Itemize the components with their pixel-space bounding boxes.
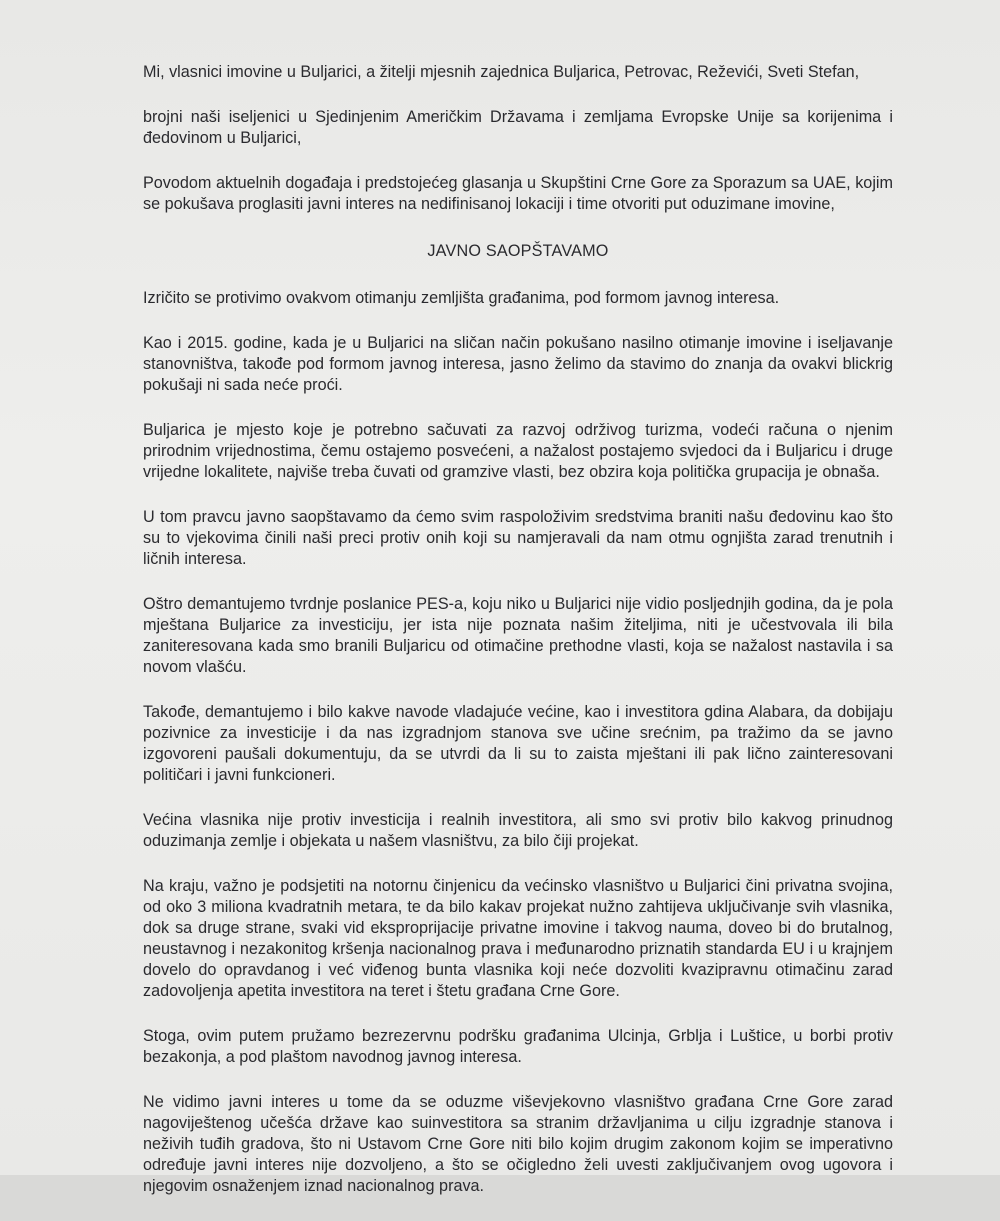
paragraph-1: Izričito se protivimo ovakvom otimanju zemljišta građanima, pod formom javnog interesa. bbox=[143, 289, 780, 307]
paragraph-intro-2: brojni naši iseljenici u Sjedinjenim Američkim Državama i zemljama Evropske Unije sa korijenima i đedovinom u Buljarici, bbox=[143, 108, 893, 147]
paragraph-5: Oštro demantujemo tvrdnje poslanice PES-a, koju niko u Buljarici nije vidio posljednjih godina, da je pola mještana Buljarice za investiciju, jer ista nije poznata našim žiteljima, niti je učestvovala ili bila zaniteresovana kada smo branili Buljaricu od otimačine prethodne vlasti, koja se nažalost nastavila i sa novom vlašću. bbox=[143, 595, 893, 676]
paragraph-4: U tom pravcu javno saopštavamo da ćemo svim raspoloživim sredstvima braniti našu đedovinu kao što su to vjekovima činili naši preci protiv onih koji su namjeravali da nam otmu ognjišta zarad trenutnih i ličnih interesa. bbox=[143, 508, 893, 568]
paragraph-6: Takođe, demantujemo i bilo kakve navode vladajuće većine, kao i investitora gdina Alabara, da dobijaju pozivnice za investicije i da nas izgradnjom stanova sve učine srećnim, pa tražimo da se javno izgovoreni paušali dokumentuju, da se utvrdi da li su to zaista mještani ili pak lično zainteresovani političari i javni funkcioneri. bbox=[143, 703, 893, 784]
paragraph-intro-3: Povodom aktuelnih događaja i predstojećeg glasanja u Skupštini Crne Gore za Sporazum sa UAE, kojim se pokušava proglasiti javni interes na nedifinisanoj lokaciji i time otvoriti put oduzimane imovine, bbox=[143, 174, 893, 213]
paragraph-7: Većina vlasnika nije protiv investicija i realnih investitora, ali smo svi protiv bilo kakvog prinudnog oduzimanja zemlje i objekata u našem vlasništvu, za bilo čiji projekat. bbox=[143, 811, 893, 850]
paragraph-10: Ne vidimo javni interes u tome da se oduzme viševjekovno vlasništvo građana Crne Gore zarad nagoviještenog učešća države kao suinvestitora sa stranim državljanima u cilju izgradnje stanova i neživih tuđih gradova, što ni Ustavom Crne Gore niti bilo kojim drugim zakonom kojim se imperativno određuje javni interes nije dozvoljeno, a što se očigledno želi uvesti zaključivanjem ovog ugovora i njegovim osnaženjem iznad nacionalnog prava. bbox=[143, 1093, 893, 1195]
document-heading: JAVNO SAOPŠTAVAMO bbox=[427, 242, 609, 260]
paragraph-2: Kao i 2015. godine, kada je u Buljarici na sličan način pokušano nasilno otimanje imovine i iseljavanje stanovništva, takođe pod formom javnog interesa, jasno želimo da stavimo do znanja da ovakvi blickrig pokušaji ni sada neće proći. bbox=[143, 334, 893, 394]
paragraph-9: Stoga, ovim putem pružamo bezrezervnu podršku građanima Ulcinja, Grblja i Luštice, u borbi protiv bezakonja, a pod plaštom navodnog javnog interesa. bbox=[143, 1027, 893, 1066]
document-body bbox=[143, 62, 893, 1221]
paragraph-8: Na kraju, važno je podsjetiti na notornu činjenicu da većinsko vlasništvo u Buljarici čini privatna svojina, od oko 3 miliona kvadratnih metara, te da bilo kakav projekat nužno zahtijeva uključivanje svih vlasnika, dok sa druge strane, svaki vid eksproprijacije privatne imovine i takvog nauma, doveo bi do brutalnog, neustavnog i nezakonitog kršenja nacionalnog prava i međunarodno priznatih standarda EU i u krajnjem dovelo do opravdanog i već viđenog bunta vlasnika koji neće dozvoliti kvazipravnu otimačinu zarad zadovoljenja apetita investitora na teret i štetu građana Crne Gore. bbox=[143, 877, 893, 1000]
paragraph-intro-1: Mi, vlasnici imovine u Buljarici, a žitelji mjesnih zajednica Buljarica, Petrovac, Reževići, Sveti Stefan, bbox=[143, 63, 860, 81]
paragraph-3: Buljarica je mjesto koje je potrebno sačuvati za razvoj održivog turizma, vodeći računa o njenim prirodnim vrijednostima, čemu ostajemo posvećeni, a nažalost postajemo svjedoci da i Buljaricu i druge vrijedne lokalitete, najviše treba čuvati od gramzive vlasti, bez obzira koja politička grupacija je obnaša. bbox=[143, 421, 893, 481]
